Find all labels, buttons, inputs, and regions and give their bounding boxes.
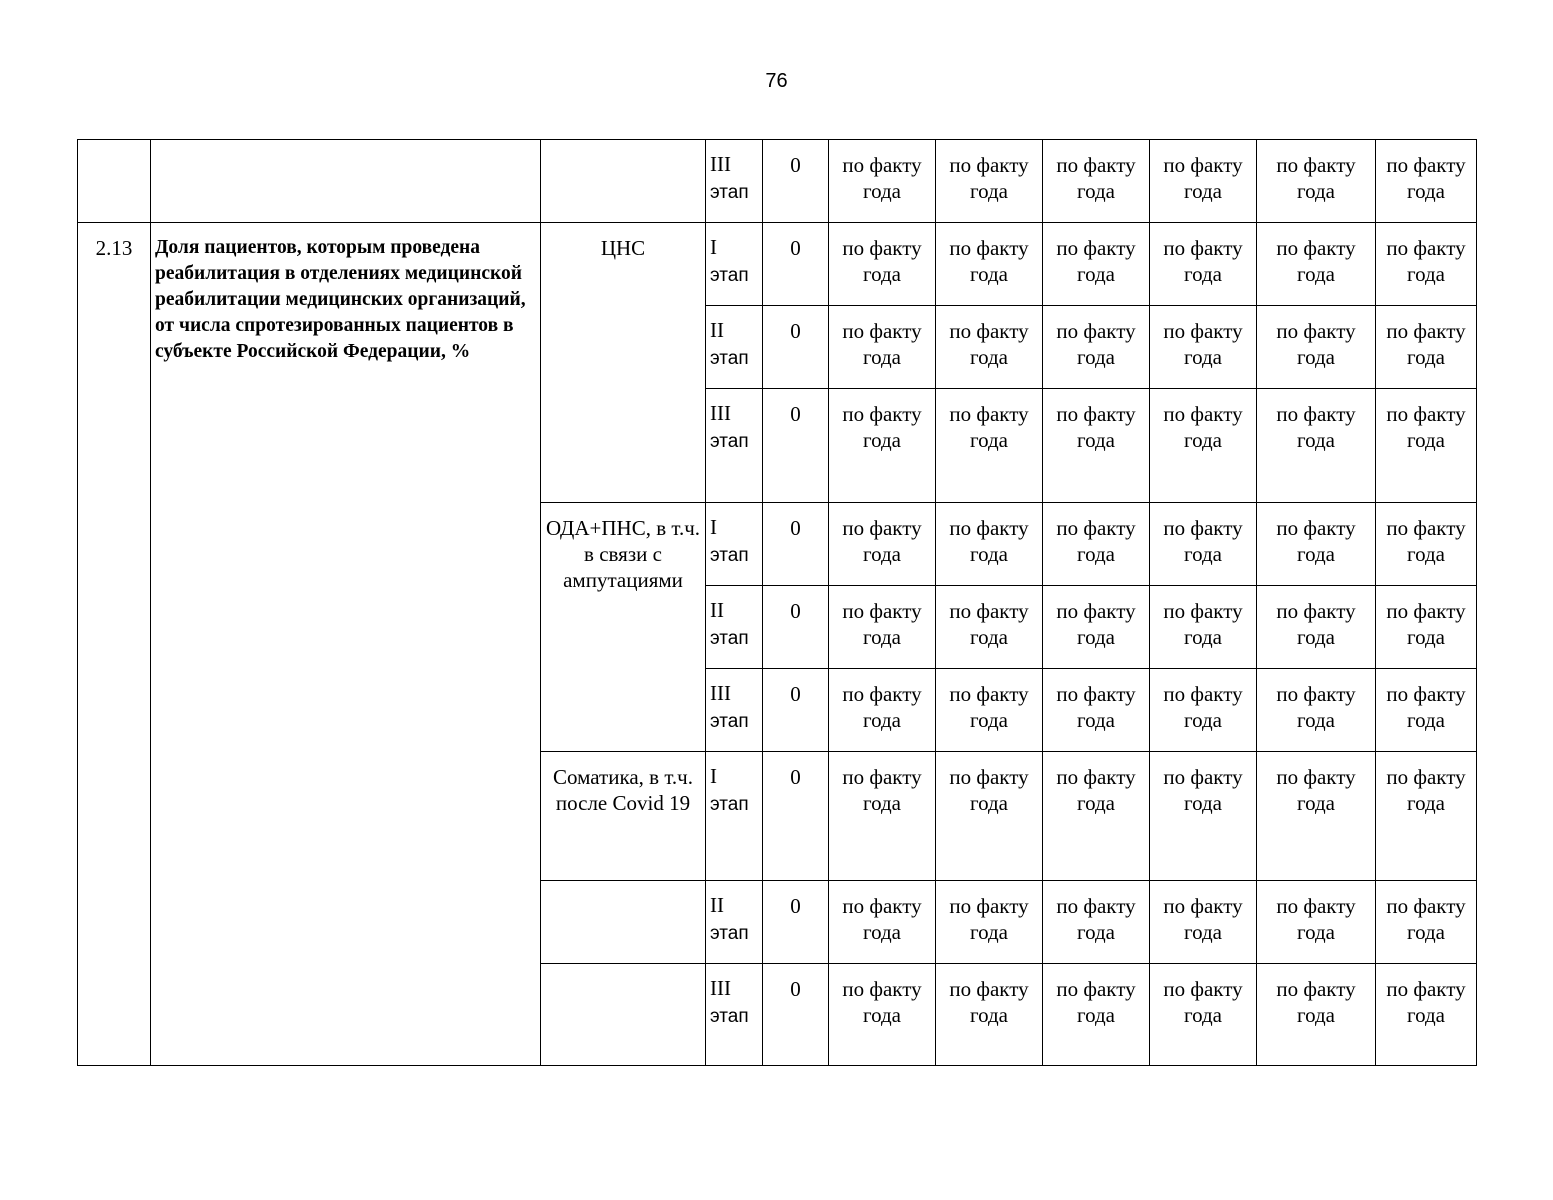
value-cell: по факту года <box>936 389 1043 503</box>
stage-cell <box>706 389 763 503</box>
value-cell: по факту года <box>1043 223 1150 306</box>
value-cell: по факту года <box>1257 306 1376 389</box>
row-number: 2.13 <box>78 223 151 1066</box>
baseline-cell: 0 <box>763 306 829 389</box>
indicator-name: Доля пациентов, которым проведена реабилитация в отделениях медицинской реабилитации медицинских организаций, от числа спротезированных пациентов в субъекте Российской Федерации, % <box>151 223 541 1066</box>
value-cell: по факту года <box>1376 586 1477 669</box>
value-cell: по факту года <box>936 881 1043 964</box>
stage-cell <box>706 669 763 752</box>
stage-cell <box>706 306 763 389</box>
value-cell: по факту года <box>1150 669 1257 752</box>
value-cell: по факту года <box>1376 140 1477 223</box>
stage-word: этап <box>710 923 749 944</box>
value-cell: по факту года <box>1150 140 1257 223</box>
value-cell: по факту года <box>1257 752 1376 881</box>
table-row <box>78 140 1477 223</box>
stage-number: I <box>710 764 717 788</box>
value-cell: по факту года <box>829 586 936 669</box>
empty-cell <box>541 964 706 1066</box>
value-cell: по факту года <box>1376 306 1477 389</box>
value-cell: по факту года <box>1376 669 1477 752</box>
stage-cell <box>706 881 763 964</box>
category-cns: ЦНС <box>541 223 706 503</box>
value-cell: по факту года <box>1043 669 1150 752</box>
stage-word: этап <box>710 1006 749 1027</box>
value-cell: по факту года <box>1376 752 1477 881</box>
value-cell: по факту года <box>1376 964 1477 1066</box>
value-cell: по факту года <box>1257 140 1376 223</box>
stage-cell <box>706 503 763 586</box>
value-cell: по факту года <box>1257 586 1376 669</box>
value-cell: по факту года <box>829 223 936 306</box>
value-cell: по факту года <box>936 964 1043 1066</box>
value-cell: по факту года <box>936 752 1043 881</box>
value-cell: по факту года <box>1150 306 1257 389</box>
value-cell: по факту года <box>1257 223 1376 306</box>
value-cell: по факту года <box>936 669 1043 752</box>
value-cell: по факту года <box>829 752 936 881</box>
value-cell: по факту года <box>1043 881 1150 964</box>
baseline-cell: 0 <box>763 669 829 752</box>
baseline-cell: 0 <box>763 140 829 223</box>
stage-word: этап <box>710 348 749 369</box>
value-cell: по факту года <box>1257 964 1376 1066</box>
empty-cell <box>78 140 151 223</box>
baseline-cell: 0 <box>763 964 829 1066</box>
empty-cell <box>541 881 706 964</box>
category-somatika: Соматика, в т.ч. после Covid 19 <box>541 752 706 881</box>
stage-number: III <box>710 681 731 705</box>
stage-cell <box>706 223 763 306</box>
value-cell: по факту года <box>1043 389 1150 503</box>
value-cell: по факту года <box>829 306 936 389</box>
table-row <box>78 223 1477 306</box>
value-cell: по факту года <box>1150 586 1257 669</box>
value-cell: по факту года <box>829 669 936 752</box>
value-cell: по факту года <box>1257 669 1376 752</box>
stage-word: этап <box>710 711 749 732</box>
stage-number: II <box>710 318 724 342</box>
stage-number: III <box>710 401 731 425</box>
stage-cell <box>706 752 763 881</box>
value-cell: по факту года <box>829 503 936 586</box>
indicator-table <box>77 139 1477 1066</box>
value-cell: по факту года <box>1257 881 1376 964</box>
value-cell: по факту года <box>829 140 936 223</box>
empty-cell <box>541 140 706 223</box>
value-cell: по факту года <box>829 881 936 964</box>
stage-cell <box>706 964 763 1066</box>
value-cell: по факту года <box>1257 503 1376 586</box>
value-cell: по факту года <box>1376 223 1477 306</box>
stage-number: I <box>710 235 717 259</box>
value-cell: по факту года <box>1257 389 1376 503</box>
value-cell: по факту года <box>1150 752 1257 881</box>
value-cell: по факту года <box>936 140 1043 223</box>
empty-cell <box>151 140 541 223</box>
value-cell: по факту года <box>1043 586 1150 669</box>
value-cell: по факту года <box>1150 503 1257 586</box>
baseline-cell: 0 <box>763 223 829 306</box>
value-cell: по факту года <box>936 306 1043 389</box>
stage-number: I <box>710 515 717 539</box>
value-cell: по факту года <box>936 503 1043 586</box>
baseline-cell: 0 <box>763 389 829 503</box>
value-cell: по факту года <box>829 964 936 1066</box>
stage-word: этап <box>710 182 749 203</box>
value-cell: по факту года <box>1376 389 1477 503</box>
value-cell: по факту года <box>936 586 1043 669</box>
value-cell: по факту года <box>1376 881 1477 964</box>
stage-word: этап <box>710 628 749 649</box>
stage-cell <box>706 140 763 223</box>
value-cell: по факту года <box>1043 964 1150 1066</box>
value-cell: по факту года <box>1150 881 1257 964</box>
value-cell: по факту года <box>1043 503 1150 586</box>
baseline-cell: 0 <box>763 752 829 881</box>
stage-number: III <box>710 976 731 1000</box>
stage-number: III <box>710 152 731 176</box>
value-cell: по факту года <box>1043 140 1150 223</box>
value-cell: по факту года <box>829 389 936 503</box>
value-cell: по факту года <box>1043 752 1150 881</box>
stage-word: этап <box>710 265 749 286</box>
baseline-cell: 0 <box>763 586 829 669</box>
value-cell: по факту года <box>1150 964 1257 1066</box>
stage-word: этап <box>710 431 749 452</box>
stage-word: этап <box>710 794 749 815</box>
value-cell: по факту года <box>1376 503 1477 586</box>
page-number: 76 <box>765 70 788 92</box>
category-oda: ОДА+ПНС, в т.ч. в связи с ампутациями <box>541 503 706 752</box>
baseline-cell: 0 <box>763 503 829 586</box>
baseline-cell: 0 <box>763 881 829 964</box>
value-cell: по факту года <box>1150 223 1257 306</box>
stage-number: II <box>710 893 724 917</box>
value-cell: по факту года <box>1043 306 1150 389</box>
stage-number: II <box>710 598 724 622</box>
value-cell: по факту года <box>936 223 1043 306</box>
stage-cell <box>706 586 763 669</box>
stage-word: этап <box>710 545 749 566</box>
value-cell: по факту года <box>1150 389 1257 503</box>
